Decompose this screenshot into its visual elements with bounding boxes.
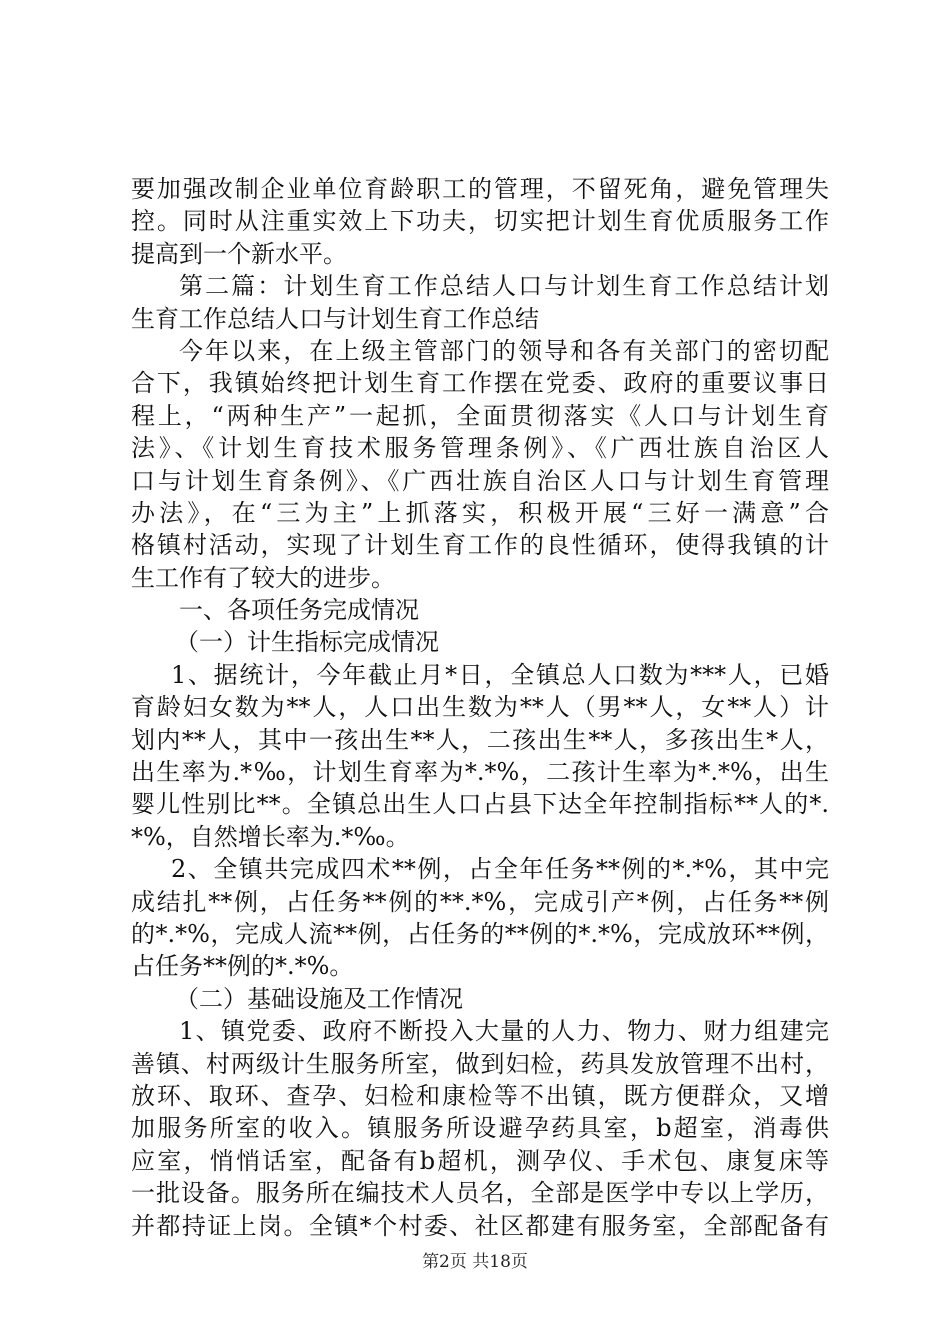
paragraph <box>131 173 829 270</box>
text-line: *%，自然增长率为.*‰。 <box>131 822 410 851</box>
text-line: 2、全镇共完成四术**例，占全年任务**例的*.*%，其中完 <box>171 855 829 884</box>
text-line: 办法》，在“三为主”上抓落实，积极开展“三好一满意”合 <box>131 498 829 527</box>
text-line: 放环、取环、查孕、妇检和康检等不出镇，既方便群众，又增 <box>131 1081 829 1110</box>
text-line: 并都持证上岗。全镇*个村委、社区都建有服务室，全部配备有 <box>131 1211 829 1240</box>
text-line: 善镇、村两级计生服务所室，做到妇检，药具发放管理不出村， <box>131 1049 829 1078</box>
text-line: 出生率为.*‰，计划生育率为*.*%，二孩计生率为*.*%，出生 <box>131 758 829 787</box>
text-line: 合下，我镇始终把计划生育工作摆在党委、政府的重要议事日 <box>131 369 829 398</box>
text-line: 加服务所室的收入。镇服务所设避孕药具室，b超室，消毒供 <box>131 1114 829 1143</box>
text-line: 1、镇党委、政府不断投入大量的人力、物力、财力组建完 <box>179 1017 829 1046</box>
paragraph <box>131 335 829 594</box>
heading <box>131 594 829 626</box>
text-line: 法》、《计划生育技术服务管理条例》、《广西壮族自治区人 <box>131 434 829 463</box>
page-footer: 第2页 共18页 <box>422 1252 528 1272</box>
text-line: 的*.*%，完成人流**例，占任务的**例的*.*%，完成放环**例， <box>131 919 829 948</box>
text-line: 1、据统计，今年截止月*日，全镇总人口数为***人，已婚 <box>171 660 829 689</box>
text-line: 生工作有了较大的进步。 <box>131 563 395 592</box>
text-line: 育龄妇女数为**人，人口出生数为**人（男**人，女**人）计 <box>131 693 829 722</box>
text-line: 第二篇：计划生育工作总结人口与计划生育工作总结计划 <box>179 272 829 301</box>
text-line: 占任务**例的*.*%。 <box>131 952 354 981</box>
text-line: 一批设备。服务所在编技术人员名，全部是医学中专以上学历， <box>131 1179 829 1208</box>
text-line: 提高到一个新水平。 <box>131 239 347 268</box>
text-line: （一）计生指标完成情况 <box>175 628 439 657</box>
text-line: 口与计划生育条例》、《广西壮族自治区人口与计划生育管理 <box>131 466 829 495</box>
paragraph <box>131 659 829 853</box>
paragraph <box>131 1015 829 1242</box>
text-line: 格镇村活动，实现了计划生育工作的良性循环，使得我镇的计 <box>131 531 829 560</box>
subheading <box>131 626 829 658</box>
text-line: 程上，“两种生产”一起抓，全面贯彻落实《人口与计划生育 <box>131 401 829 430</box>
text-line: 婴儿性别比**。全镇总出生人口占县下达全年控制指标**人的*. <box>131 790 829 819</box>
text-line: 划内**人，其中一孩出生**人，二孩出生**人，多孩出生*人， <box>131 725 829 754</box>
text-line: 今年以来，在上级主管部门的领导和各有关部门的密切配 <box>179 336 829 365</box>
text-line: 一、各项任务完成情况 <box>179 596 419 625</box>
section-title <box>131 270 829 335</box>
text-line: 成结扎**例，占任务**例的**.*%，完成引产*例，占任务**例 <box>131 887 829 916</box>
text-line: 控。同时从注重实效上下功夫，切实把计划生育优质服务工作 <box>131 207 829 236</box>
text-line: 要加强改制企业单位育龄职工的管理，不留死角，避免管理失 <box>131 175 829 203</box>
paragraph <box>131 853 829 983</box>
text-line: （二）基础设施及工作情况 <box>175 984 463 1013</box>
text-line: 应室，悄悄话室，配备有b超机，测孕仪、手术包、康复床等 <box>131 1146 829 1175</box>
subheading <box>131 983 829 1015</box>
body-text <box>131 173 829 1242</box>
text-line: 生育工作总结人口与计划生育工作总结 <box>131 304 539 333</box>
